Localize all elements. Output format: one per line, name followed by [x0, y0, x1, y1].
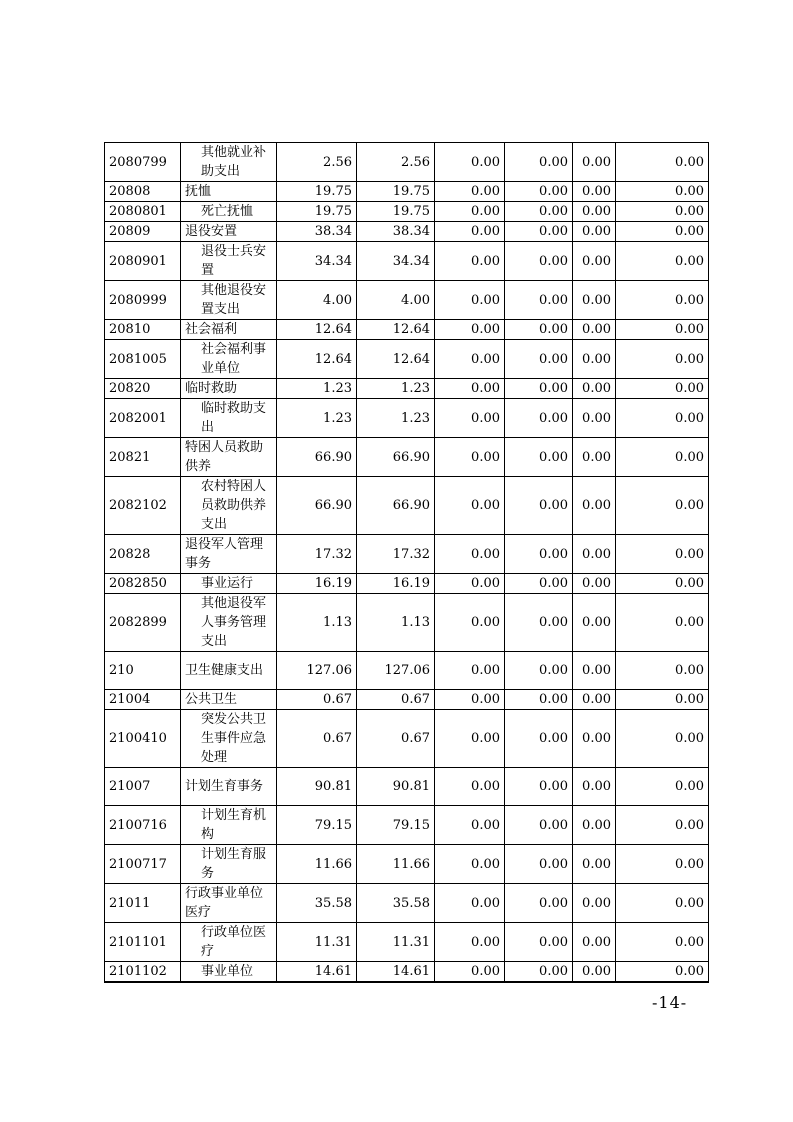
cell-name: 事业单位	[181, 962, 277, 983]
cell-value: 34.34	[357, 242, 435, 281]
cell-name: 事业运行	[181, 574, 277, 594]
cell-value: 0.00	[573, 594, 616, 652]
cell-value: 90.81	[277, 768, 357, 806]
cell-value: 16.19	[277, 574, 357, 594]
cell-value: 35.58	[277, 884, 357, 923]
table-row	[105, 379, 709, 399]
table-row	[105, 535, 709, 574]
cell-value: 2.56	[277, 143, 357, 182]
cell-value: 0.00	[616, 574, 709, 594]
cell-value: 0.00	[505, 535, 573, 574]
cell-value: 0.00	[573, 710, 616, 768]
cell-value: 0.67	[357, 690, 435, 710]
cell-name: 死亡抚恤	[181, 202, 277, 222]
cell-value: 79.15	[277, 806, 357, 845]
cell-value: 0.00	[505, 438, 573, 477]
budget-table	[104, 142, 709, 983]
cell-name: 计划生育机构	[181, 806, 277, 845]
cell-value: 0.00	[505, 340, 573, 379]
table-row	[105, 222, 709, 242]
table-row	[105, 923, 709, 962]
cell-value: 1.13	[277, 594, 357, 652]
cell-value: 0.00	[505, 202, 573, 222]
cell-value: 0.00	[435, 438, 505, 477]
cell-value: 0.00	[616, 535, 709, 574]
cell-value: 0.00	[505, 923, 573, 962]
cell-name: 卫生健康支出	[181, 652, 277, 690]
table-row	[105, 652, 709, 690]
cell-name: 退役安置	[181, 222, 277, 242]
cell-name: 退役军人管理事务	[181, 535, 277, 574]
cell-value: 0.00	[505, 962, 573, 983]
cell-value: 0.00	[505, 379, 573, 399]
cell-value: 0.00	[435, 202, 505, 222]
table-row	[105, 182, 709, 202]
cell-value: 0.00	[435, 710, 505, 768]
cell-value: 0.00	[573, 768, 616, 806]
cell-value: 0.00	[573, 477, 616, 535]
cell-value: 0.00	[616, 652, 709, 690]
cell-value: 12.64	[357, 320, 435, 340]
cell-value: 0.00	[616, 182, 709, 202]
cell-value: 0.00	[435, 594, 505, 652]
cell-code: 2080999	[105, 281, 181, 320]
cell-value: 0.00	[573, 652, 616, 690]
table-row	[105, 143, 709, 182]
cell-code: 2101102	[105, 962, 181, 983]
cell-value: 66.90	[277, 477, 357, 535]
cell-value: 0.00	[573, 320, 616, 340]
cell-name: 其他退役军人事务管理支出	[181, 594, 277, 652]
cell-name: 突发公共卫生事件应急处理	[181, 710, 277, 768]
table-body	[105, 143, 709, 983]
cell-value: 0.00	[573, 845, 616, 884]
cell-value: 0.00	[435, 281, 505, 320]
cell-value: 0.00	[505, 845, 573, 884]
table-row	[105, 690, 709, 710]
cell-value: 0.00	[505, 574, 573, 594]
cell-value: 0.00	[435, 340, 505, 379]
cell-value: 0.00	[616, 768, 709, 806]
cell-value: 0.00	[616, 806, 709, 845]
cell-value: 2.56	[357, 143, 435, 182]
cell-value: 0.00	[616, 690, 709, 710]
cell-name: 其他退役安置支出	[181, 281, 277, 320]
cell-value: 0.00	[573, 884, 616, 923]
cell-value: 11.31	[277, 923, 357, 962]
cell-value: 0.00	[435, 182, 505, 202]
cell-code: 2080801	[105, 202, 181, 222]
cell-value: 90.81	[357, 768, 435, 806]
table-row	[105, 281, 709, 320]
cell-value: 19.75	[277, 202, 357, 222]
cell-value: 0.00	[573, 535, 616, 574]
cell-code: 2082899	[105, 594, 181, 652]
cell-code: 2082850	[105, 574, 181, 594]
cell-value: 0.00	[616, 594, 709, 652]
cell-code: 20820	[105, 379, 181, 399]
cell-value: 0.00	[573, 962, 616, 983]
cell-value: 0.00	[505, 806, 573, 845]
cell-code: 2100717	[105, 845, 181, 884]
cell-value: 11.31	[357, 923, 435, 962]
cell-value: 11.66	[357, 845, 435, 884]
cell-value: 35.58	[357, 884, 435, 923]
cell-value: 0.00	[616, 710, 709, 768]
table-row	[105, 806, 709, 845]
cell-name: 计划生育服务	[181, 845, 277, 884]
cell-code: 2081005	[105, 340, 181, 379]
cell-value: 12.64	[277, 340, 357, 379]
cell-value: 127.06	[277, 652, 357, 690]
cell-name: 抚恤	[181, 182, 277, 202]
cell-value: 0.00	[505, 594, 573, 652]
cell-name: 退役士兵安置	[181, 242, 277, 281]
cell-value: 1.23	[277, 379, 357, 399]
cell-name: 社会福利	[181, 320, 277, 340]
cell-value: 0.00	[505, 320, 573, 340]
cell-value: 0.00	[435, 379, 505, 399]
cell-value: 1.23	[357, 379, 435, 399]
cell-value: 0.00	[616, 379, 709, 399]
cell-value: 0.00	[616, 281, 709, 320]
cell-value: 0.00	[573, 143, 616, 182]
cell-code: 2101101	[105, 923, 181, 962]
cell-value: 0.00	[505, 652, 573, 690]
table-row	[105, 574, 709, 594]
cell-code: 20828	[105, 535, 181, 574]
cell-code: 2080901	[105, 242, 181, 281]
cell-value: 0.00	[573, 923, 616, 962]
cell-code: 21007	[105, 768, 181, 806]
cell-value: 0.00	[505, 710, 573, 768]
cell-value: 66.90	[357, 438, 435, 477]
cell-value: 0.00	[435, 242, 505, 281]
table-row	[105, 768, 709, 806]
cell-value: 0.00	[505, 143, 573, 182]
cell-value: 0.00	[616, 884, 709, 923]
cell-value: 19.75	[357, 182, 435, 202]
cell-value: 0.00	[616, 845, 709, 884]
cell-value: 19.75	[277, 182, 357, 202]
cell-value: 0.00	[435, 222, 505, 242]
table-row	[105, 399, 709, 438]
cell-value: 17.32	[357, 535, 435, 574]
cell-name: 公共卫生	[181, 690, 277, 710]
cell-value: 16.19	[357, 574, 435, 594]
cell-value: 0.00	[573, 182, 616, 202]
cell-value: 34.34	[277, 242, 357, 281]
cell-value: 0.00	[616, 438, 709, 477]
cell-value: 4.00	[357, 281, 435, 320]
cell-value: 0.00	[573, 379, 616, 399]
cell-value: 0.00	[573, 242, 616, 281]
cell-value: 79.15	[357, 806, 435, 845]
table-row	[105, 477, 709, 535]
cell-name: 行政单位医疗	[181, 923, 277, 962]
cell-name: 其他就业补助支出	[181, 143, 277, 182]
cell-value: 0.00	[573, 222, 616, 242]
cell-value: 0.00	[616, 320, 709, 340]
cell-value: 0.00	[505, 281, 573, 320]
cell-code: 20809	[105, 222, 181, 242]
cell-value: 0.00	[435, 399, 505, 438]
cell-value: 127.06	[357, 652, 435, 690]
cell-value: 0.00	[573, 690, 616, 710]
cell-value: 0.00	[573, 202, 616, 222]
cell-value: 0.00	[616, 923, 709, 962]
cell-value: 0.00	[505, 182, 573, 202]
cell-value: 0.00	[616, 143, 709, 182]
cell-value: 0.67	[357, 710, 435, 768]
cell-value: 0.00	[616, 399, 709, 438]
cell-value: 0.00	[616, 222, 709, 242]
cell-value: 0.67	[277, 710, 357, 768]
cell-code: 21011	[105, 884, 181, 923]
cell-name: 社会福利事业单位	[181, 340, 277, 379]
cell-code: 2080799	[105, 143, 181, 182]
page-number: -14-	[652, 993, 688, 1012]
cell-value: 0.00	[505, 222, 573, 242]
cell-value: 0.00	[435, 845, 505, 884]
cell-name: 临时救助支出	[181, 399, 277, 438]
cell-value: 0.00	[435, 806, 505, 845]
table-row	[105, 202, 709, 222]
cell-value: 0.00	[616, 962, 709, 983]
cell-value: 0.00	[616, 340, 709, 379]
cell-value: 0.00	[435, 477, 505, 535]
cell-value: 0.00	[435, 690, 505, 710]
cell-code: 210	[105, 652, 181, 690]
cell-value: 1.23	[357, 399, 435, 438]
cell-value: 0.00	[573, 340, 616, 379]
table-row	[105, 884, 709, 923]
cell-value: 0.00	[435, 962, 505, 983]
cell-value: 66.90	[277, 438, 357, 477]
cell-value: 0.00	[573, 574, 616, 594]
table-row	[105, 845, 709, 884]
cell-name: 计划生育事务	[181, 768, 277, 806]
cell-value: 0.00	[505, 768, 573, 806]
cell-value: 0.00	[505, 477, 573, 535]
cell-value: 0.00	[435, 320, 505, 340]
table-row	[105, 438, 709, 477]
cell-value: 0.00	[435, 535, 505, 574]
cell-code: 20821	[105, 438, 181, 477]
cell-value: 38.34	[357, 222, 435, 242]
table-row	[105, 962, 709, 983]
cell-value: 0.00	[573, 806, 616, 845]
cell-value: 12.64	[357, 340, 435, 379]
cell-code: 2082102	[105, 477, 181, 535]
table-row	[105, 242, 709, 281]
cell-value: 0.00	[435, 143, 505, 182]
cell-code: 2082001	[105, 399, 181, 438]
cell-code: 2100410	[105, 710, 181, 768]
cell-value: 14.61	[357, 962, 435, 983]
cell-value: 1.23	[277, 399, 357, 438]
cell-value: 12.64	[277, 320, 357, 340]
cell-value: 0.00	[573, 399, 616, 438]
cell-code: 20808	[105, 182, 181, 202]
cell-value: 0.00	[505, 884, 573, 923]
cell-value: 0.00	[616, 477, 709, 535]
cell-value: 0.00	[505, 399, 573, 438]
table-row	[105, 320, 709, 340]
cell-value: 0.00	[616, 242, 709, 281]
table-row	[105, 594, 709, 652]
cell-value: 19.75	[357, 202, 435, 222]
cell-value: 14.61	[277, 962, 357, 983]
cell-value: 0.00	[616, 202, 709, 222]
cell-value: 0.67	[277, 690, 357, 710]
cell-code: 2100716	[105, 806, 181, 845]
cell-value: 0.00	[505, 242, 573, 281]
cell-value: 0.00	[573, 438, 616, 477]
cell-value: 38.34	[277, 222, 357, 242]
cell-name: 行政事业单位医疗	[181, 884, 277, 923]
cell-value: 66.90	[357, 477, 435, 535]
cell-value: 17.32	[277, 535, 357, 574]
cell-code: 21004	[105, 690, 181, 710]
cell-value: 0.00	[505, 690, 573, 710]
cell-name: 临时救助	[181, 379, 277, 399]
cell-value: 0.00	[435, 768, 505, 806]
cell-name: 特困人员救助供养	[181, 438, 277, 477]
cell-value: 4.00	[277, 281, 357, 320]
table-row	[105, 710, 709, 768]
cell-value: 0.00	[435, 884, 505, 923]
cell-name: 农村特困人员救助供养支出	[181, 477, 277, 535]
cell-code: 20810	[105, 320, 181, 340]
cell-value: 0.00	[435, 652, 505, 690]
cell-value: 0.00	[573, 281, 616, 320]
cell-value: 11.66	[277, 845, 357, 884]
cell-value: 0.00	[435, 923, 505, 962]
table-row	[105, 340, 709, 379]
cell-value: 1.13	[357, 594, 435, 652]
cell-value: 0.00	[435, 574, 505, 594]
